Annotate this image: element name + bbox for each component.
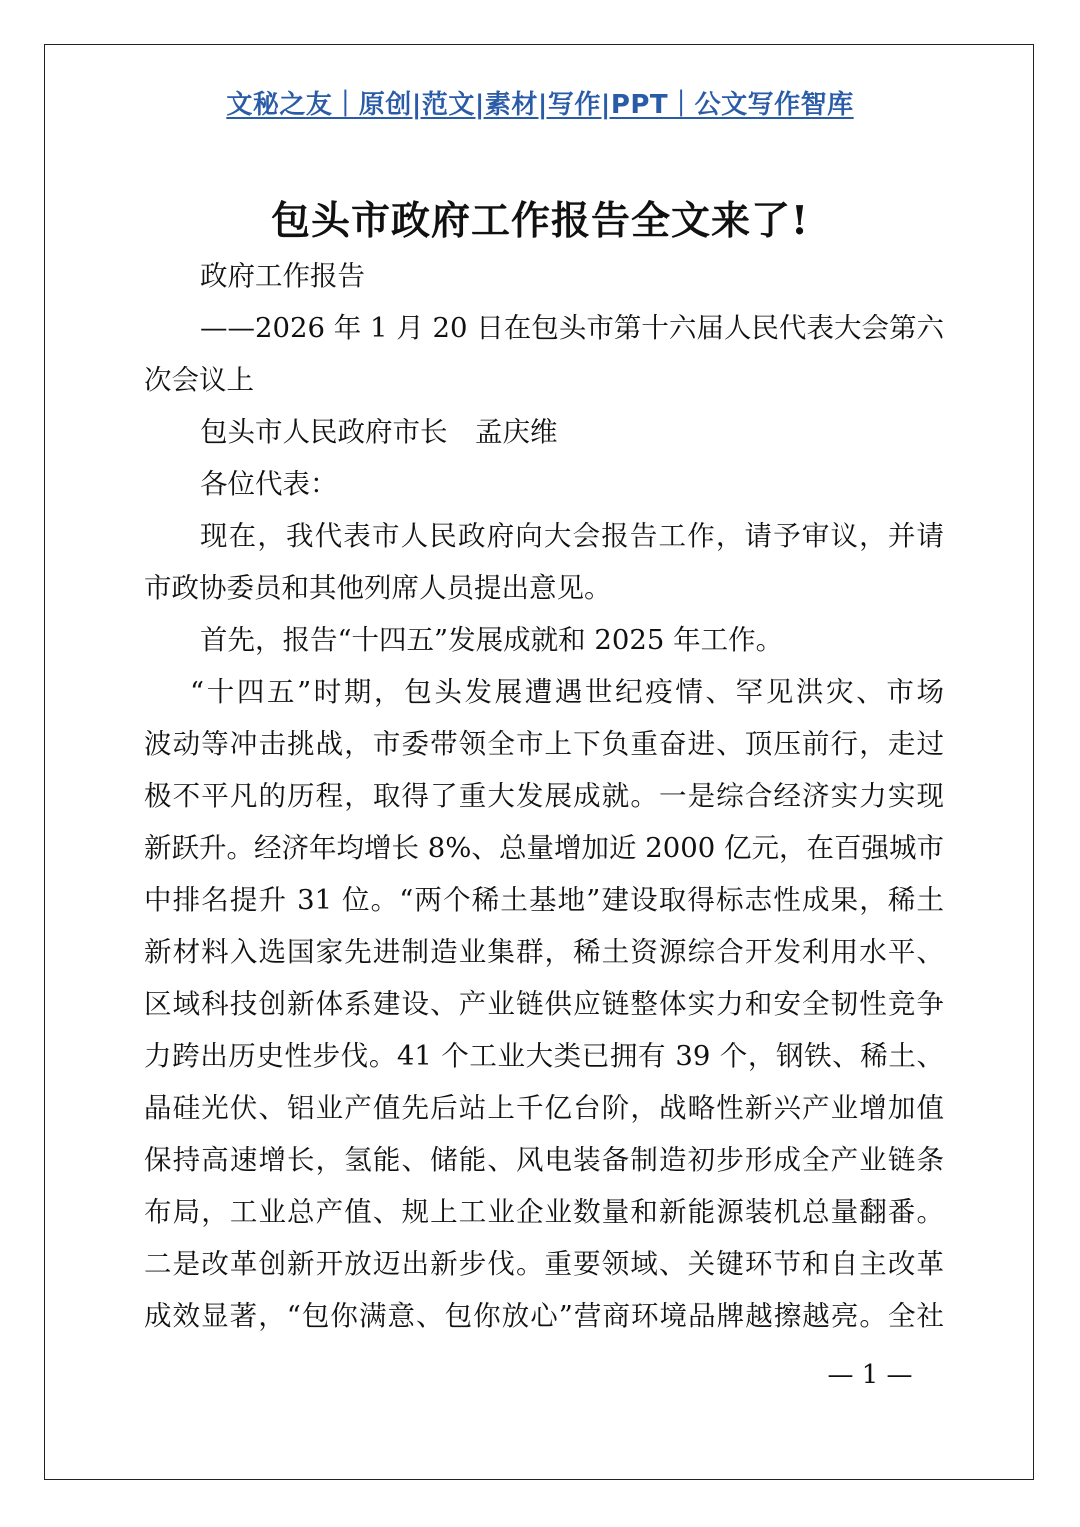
paragraph-3-line: 波动等冲击挑战，市委带领全市上下负重奋进、顶压前行，走过 <box>144 728 944 760</box>
paragraph-3-line: 中排名提升 31 位。“两个稀土基地”建设取得标志性成果，稀土 <box>144 884 944 916</box>
paragraph-3-line: 二是改革创新开放迈出新步伐。重要领域、关键环节和自主改革 <box>144 1248 944 1280</box>
report-subtitle: 政府工作报告 <box>200 260 365 292</box>
paragraph-2-line-1: 首先，报告“十四五”发展成就和 2025 年工作。 <box>200 624 784 656</box>
document-title: 包头市政府工作报告全文来了! <box>270 198 810 244</box>
paragraph-3-line: 成效显著，“包你满意、包你放心”营商环境品牌越擦越亮。全社 <box>144 1300 944 1332</box>
page-number: — 1 — <box>827 1360 913 1390</box>
header-banner-link[interactable]: 文秘之友｜原创|范文|素材|写作|PPT｜公文写作智库 <box>226 90 854 120</box>
paragraph-3-line: “十四五”时期，包头发展遭遇世纪疫情、罕见洪灾、市场 <box>190 676 944 708</box>
meeting-info-line-1: ——2026 年 1 月 20 日在包头市第十六届人民代表大会第六 <box>200 312 944 344</box>
paragraph-3-line: 布局，工业总产值、规上工业企业数量和新能源装机总量翻番。 <box>144 1196 944 1228</box>
paragraph-1-line-2: 市政协委员和其他列席人员提出意见。 <box>144 572 612 604</box>
paragraph-3-line: 力跨出历史性步伐。41 个工业大类已拥有 39 个，钢铁、稀土、 <box>144 1040 944 1072</box>
paragraph-3-line: 新材料入选国家先进制造业集群，稀土资源综合开发利用水平、 <box>144 936 944 968</box>
paragraph-3-line: 晶硅光伏、铝业产值先后站上千亿台阶，战略性新兴产业增加值 <box>144 1092 944 1124</box>
paragraph-3-line: 保持高速增长，氢能、储能、风电装备制造初步形成全产业链条 <box>144 1144 944 1176</box>
speaker-line: 包头市人民政府市长 孟庆维 <box>200 416 558 448</box>
paragraph-3-line: 新跃升。经济年均增长 8%、总量增加近 2000 亿元，在百强城市 <box>144 832 944 864</box>
meeting-info-line-2: 次会议上 <box>144 364 254 396</box>
paragraph-1-line-1: 现在，我代表市人民政府向大会报告工作，请予审议，并请 <box>200 520 944 552</box>
paragraph-3-line: 极不平凡的历程，取得了重大发展成就。一是综合经济实力实现 <box>144 780 944 812</box>
salutation: 各位代表： <box>200 468 338 500</box>
paragraph-3-line: 区域科技创新体系建设、产业链供应链整体实力和安全韧性竞争 <box>144 988 944 1020</box>
document-body <box>144 250 944 1342</box>
